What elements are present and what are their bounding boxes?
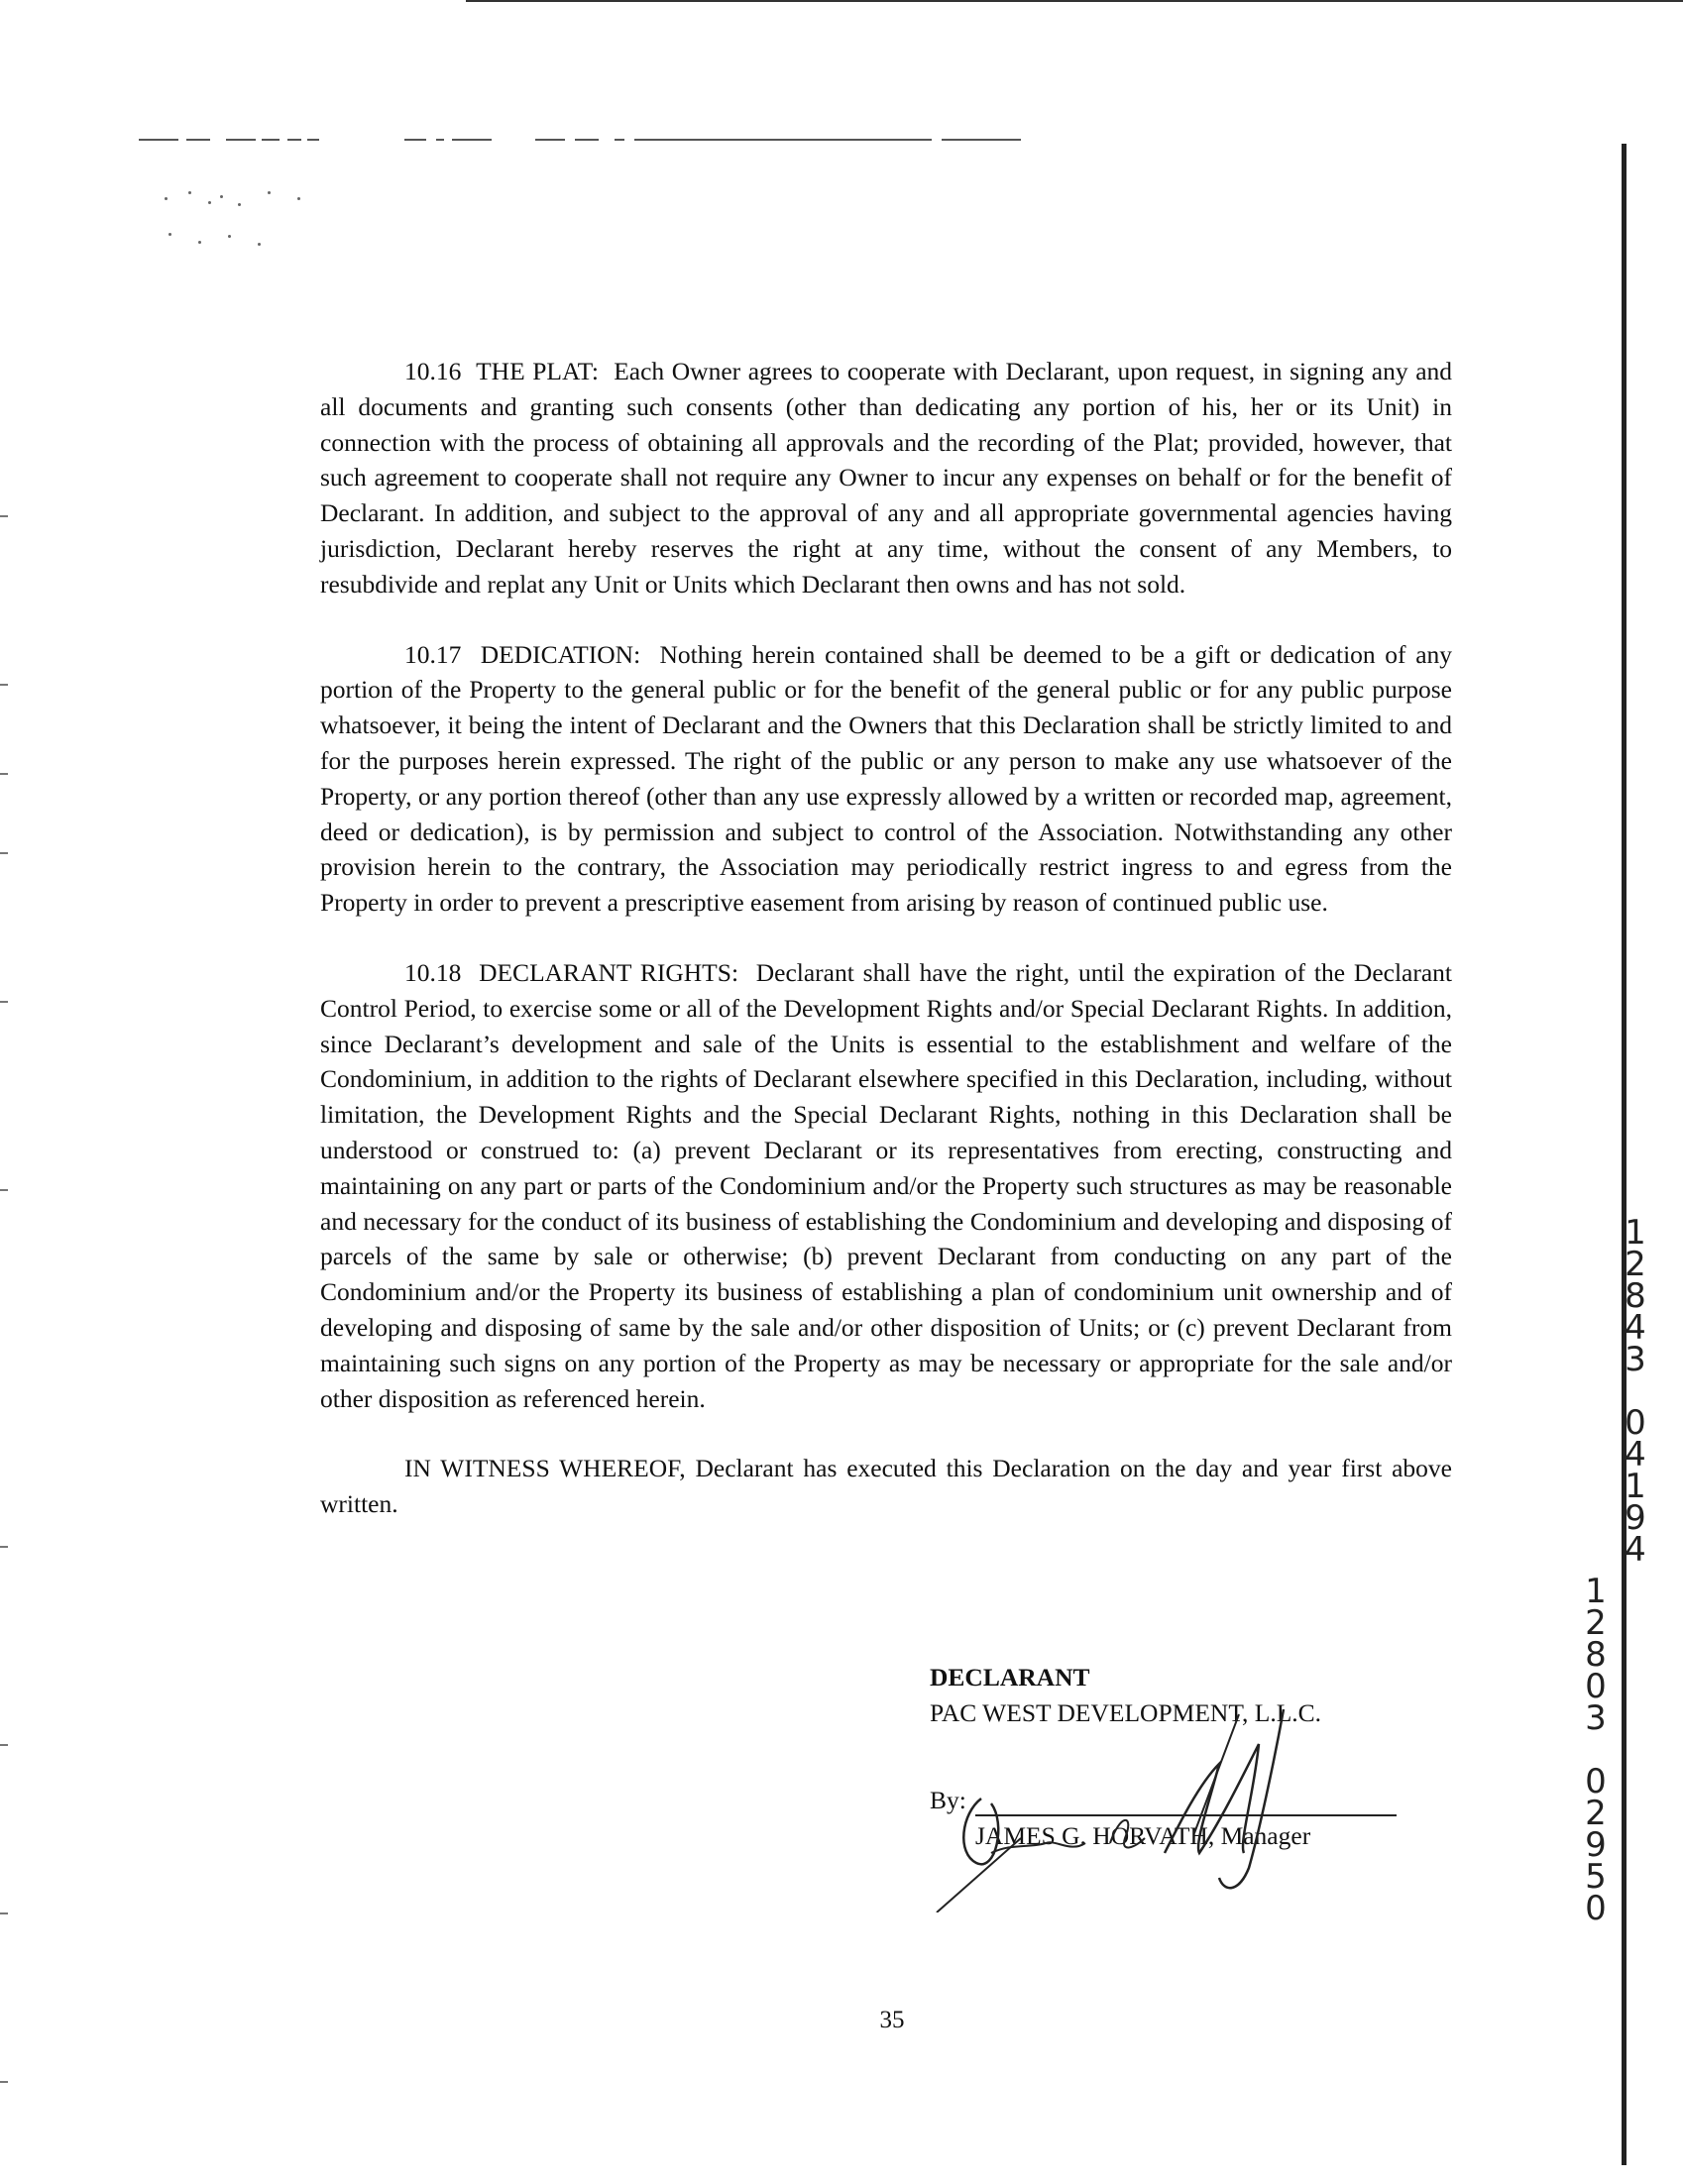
section-10-18 [320, 955, 1452, 1416]
record-stamp-primary [1616, 1213, 1655, 1570]
stamp-digit: 5 [1585, 1857, 1607, 1897]
stamp-digit: 0 [1625, 1403, 1646, 1443]
signature-company: PAC WEST DEVELOPMENT, L.L.C. [930, 1698, 1322, 1727]
stamp-digit: 3 [1625, 1340, 1646, 1379]
stamp-digit: 2 [1585, 1603, 1607, 1643]
signature-name-title: JAMES G. HORVATH, Manager [975, 1821, 1311, 1850]
stamp-digit: 0 [1585, 1889, 1607, 1928]
section-heading: DEDICATION: [480, 639, 641, 669]
handwritten-signature [922, 1704, 1398, 1912]
left-scan-edge [0, 0, 12, 2184]
section-10-16 [320, 354, 1452, 602]
witness-clause: IN WITNESS WHEREOF, Declarant has executed this Declaration on the day and year first above written. [320, 1454, 1452, 1519]
section-number: 10.16 [404, 357, 462, 385]
stamp-digit: 0 [1585, 1667, 1607, 1706]
section-heading: THE PLAT: [476, 357, 599, 385]
stamp-digit: 2 [1625, 1245, 1646, 1284]
signature-heading: DECLARANT [930, 1663, 1090, 1692]
section-text: Nothing herein contained shall be deemed to be a gift or dedication of any portion of the Property to the general public or for the benefit of the general public or for any public purpose whatsoever, it being the intent of Declarant and the Owners that this Declaration shall be strictly limited to and for the purposes herein expressed. The right of the public or any person to make any use whatsoever of the Property, or any portion thereof (other than any use expressly allowed by a written or recorded map, agreement, deed or dedication), is by permission and subject to control of the Association. Notwithstanding any other provision herein to the contrary, the Association may periodically restrict ingress to and egress from the Property in order to prevent a prescriptive easement from arising by reason of continued public use. [320, 639, 1453, 918]
scan-specks [159, 183, 327, 273]
section-text: Each Owner agrees to cooperate with Declarant, upon request, in signing any and all documents and granting such consents (other than dedicating any portion of his, her or its Unit) in connection with the process of obtaining all approvals and the recording of the Plat; provided, however, that such agreement to cooperate shall not require any Owner to incur any expenses on behalf or for the benefit of Declarant. In addition, and subject to the approval of any and all appropriate governmental agencies having jurisdiction, Declarant hereby reserves the right at any time, without the consent of any Members, to resubdivide and replat any Unit or Units which Declarant then owns and has not sold. [320, 357, 1453, 599]
section-heading: DECLARANT RIGHTS: [479, 957, 739, 987]
stamp-digit: 4 [1625, 1308, 1646, 1348]
document-body [320, 354, 1452, 1557]
section-10-17 [320, 637, 1452, 921]
stamp-digit: 8 [1585, 1635, 1607, 1675]
stamp-digit: 1 [1625, 1213, 1646, 1253]
stamp-digit: 2 [1585, 1794, 1607, 1833]
signature-by-label: By: [930, 1786, 966, 1814]
stamp-digit: 8 [1625, 1276, 1646, 1316]
section-text: Declarant shall have the right, until the expiration of the Declarant Control Period, to exercise some or all of the Development Rights and/or Special Declarant Rights. In addition, since Declarant’s development and sale of the Units is essential to the establishment and welfare of the Condominium, in addition to the rights of Declarant elsewhere specified in this Declaration, including, without limitation, the Development Rights and the Special Declarant Rights, nothing in this Declaration shall be understood or construed to: (a) prevent Declarant or its representatives from erecting, constructing and maintaining on any part or parts of the Condominium and/or the Property such structures as may be reasonable and necessary for the conduct of its business of establishing the Condominium and developing and disposing of parcels of the same by sale or otherwise; (b) prevent Declarant from conducting on any part of the Condominium and/or the Property its business of establishing a plan of condominium unit ownership and of developing and disposing of same by the sale and/or other disposition of Units; or (c) prevent Declarant from maintaining such signs on any portion of the Property as may be necessary or appropriate for the sale and/or other disposition as referenced herein. [320, 957, 1453, 1413]
right-margin-bar [1622, 144, 1627, 2165]
stamp-digit: 3 [1585, 1698, 1607, 1738]
record-stamp-secondary [1576, 1572, 1616, 1928]
stamp-digit: 1 [1625, 1467, 1646, 1506]
page-number: 35 [879, 2007, 905, 2033]
header-dashed-rule [139, 139, 1021, 143]
stamp-digit: 9 [1625, 1498, 1646, 1538]
top-edge-rule [466, 0, 1683, 2]
section-number: 10.17 [404, 639, 462, 669]
stamp-digit: 9 [1585, 1825, 1607, 1865]
stamp-digit: 4 [1625, 1530, 1646, 1570]
stamp-digit: 4 [1625, 1435, 1646, 1474]
stamp-digit: 0 [1585, 1762, 1607, 1802]
section-number: 10.18 [404, 957, 462, 987]
stamp-digit: 1 [1585, 1572, 1607, 1611]
